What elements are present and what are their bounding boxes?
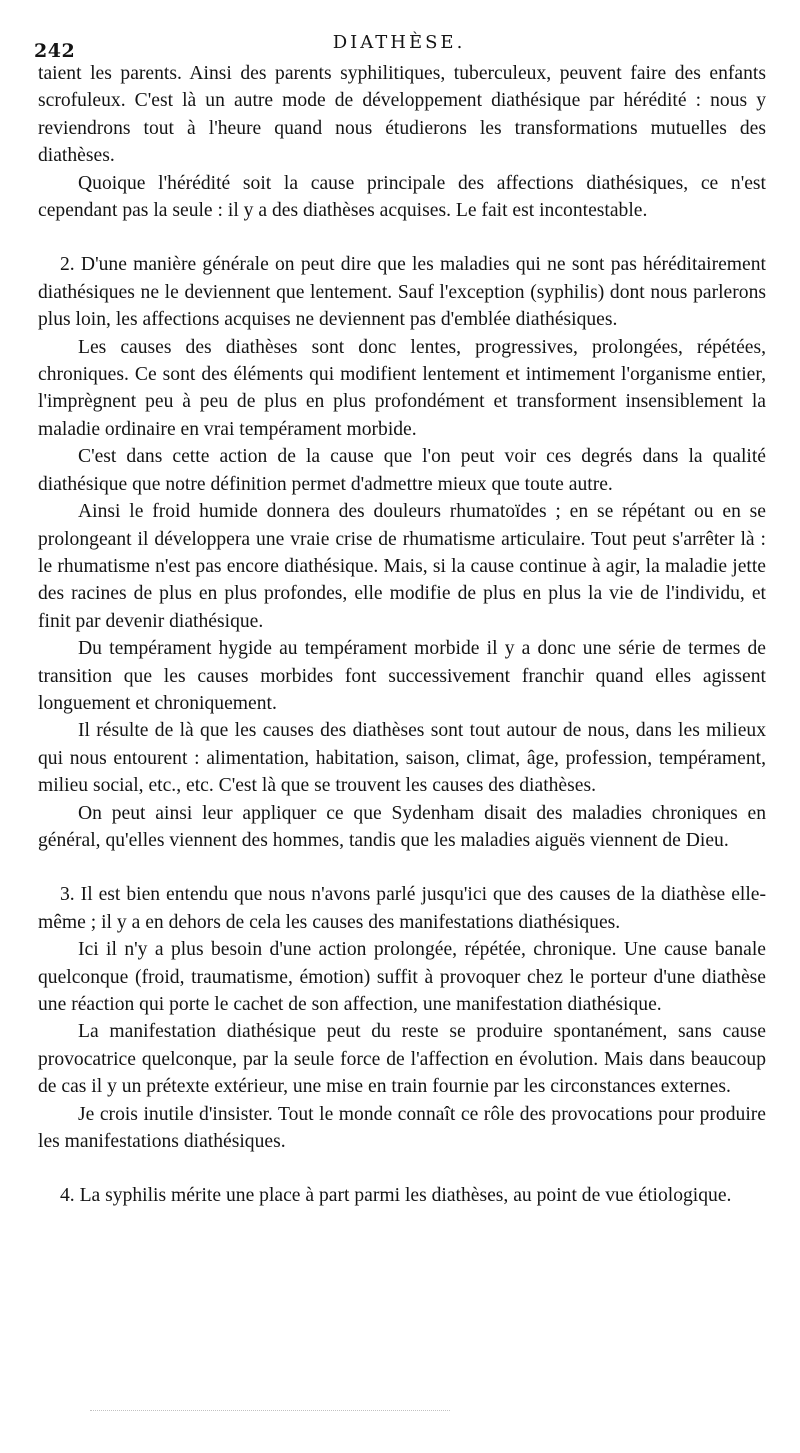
paragraph: C'est dans cette action de la cause que l'on peut voir ces degrés dans la qualité diathésique que notre définition permet d'admettre mieux que toute autre.	[38, 446, 766, 495]
paragraph: Du tempérament hygide au tempérament morbide il y a donc une série de termes de transition que les causes morbides font successivement franchir quand elles agissent longuement et chroniquement.	[38, 638, 766, 714]
paragraph: On peut ainsi leur appliquer ce que Sydenham disait des maladies chroniques en général, qu'elles viennent des hommes, tandis que les maladies aiguës viennent de Dieu.	[38, 802, 766, 851]
paragraph: Je crois inutile d'insister. Tout le monde connaît ce rôle des provocations pour produire les manifestations diathésiques.	[38, 1103, 766, 1153]
page-body	[38, 60, 766, 1210]
section-paragraph-4: 4. La syphilis mérite une place à part parmi les diathèses, au point de vue étiologique.	[60, 1185, 732, 1207]
section-paragraph-3: 3. Il est bien entendu que nous n'avons parlé jusqu'ici que des causes de la diathèse elle-même ; il y a en dehors de cela les causes des manifestations diathésiques.	[38, 884, 766, 933]
paragraph: La manifestation diathésique peut du reste se produire spontanément, sans cause provocatrice quelconque, par la seule force de l'affection en évolution. Mais dans beaucoup de cas il y un prétexte extérieur, une mise en train fournie par les circonstances externes.	[38, 1021, 766, 1098]
running-title: DIATHÈSE.	[332, 32, 466, 53]
section-paragraph-2: 2. D'une manière générale on peut dire que les maladies qui ne sont pas héréditairement diathésiques ne le deviennent que lentement. Sauf l'exception (syphilis) dont nous parlerons plus loin, les affections acquises ne deviennent pas d'emblée diathésiques.	[38, 254, 766, 331]
paragraph: Ainsi le froid humide donnera des douleurs rhumatoïdes ; en se répétant ou en se prolongeant il développera une vraie crise de rhumatisme articulaire. Tout peut s'arrêter là : le rhumatisme n'est pas encore diathésique. Mais, si la cause continue à agir, la maladie jette des racines de plus en plus profondes, elle modifie de plus en plus la vie de l'individu, et finit par devenir diathésique.	[38, 501, 766, 632]
paragraph: taient les parents. Ainsi des parents syphilitiques, tuberculeux, peuvent faire des enfants scrofuleux. C'est là un autre mode de développement diathésique par hérédité : nous y reviendrons tout à l'heure quand nous étudierons les transformations mutuelles des diathèses.	[38, 63, 766, 167]
paragraph: Quoique l'hérédité soit la cause principale des affections diathésiques, ce n'est cependant pas la seule : il y a des diathèses acquises. Le fait est incontestable.	[38, 172, 766, 222]
scan-artifact-line	[90, 1410, 450, 1415]
paragraph: Les causes des diathèses sont donc lentes, progressives, prolongées, répétées, chroniques. Ce sont des éléments qui modifient lentement et intimement l'organisme entier, l'imprègnent peu à peu de plus en plus profondément et transforment insensiblement la maladie ordinaire en vrai tempérament morbide.	[38, 336, 766, 440]
page-number: 242	[34, 40, 76, 62]
paragraph: Ici il n'y a plus besoin d'une action prolongée, répétée, chronique. Une cause banale quelconque (froid, traumatisme, émotion) suffit à provoquer chez le porteur d'une diathèse une réaction qui porte le cachet de son affection, une manifestation diathésique.	[38, 939, 766, 1015]
paragraph: Il résulte de là que les causes des diathèses sont tout autour de nous, dans les milieux qui nous entourent : alimentation, habitation, saison, climat, âge, profession, tempérament, milieu social, etc., etc. C'est là que se trouvent les causes des diathèses.	[38, 720, 766, 797]
page-header	[34, 32, 764, 62]
